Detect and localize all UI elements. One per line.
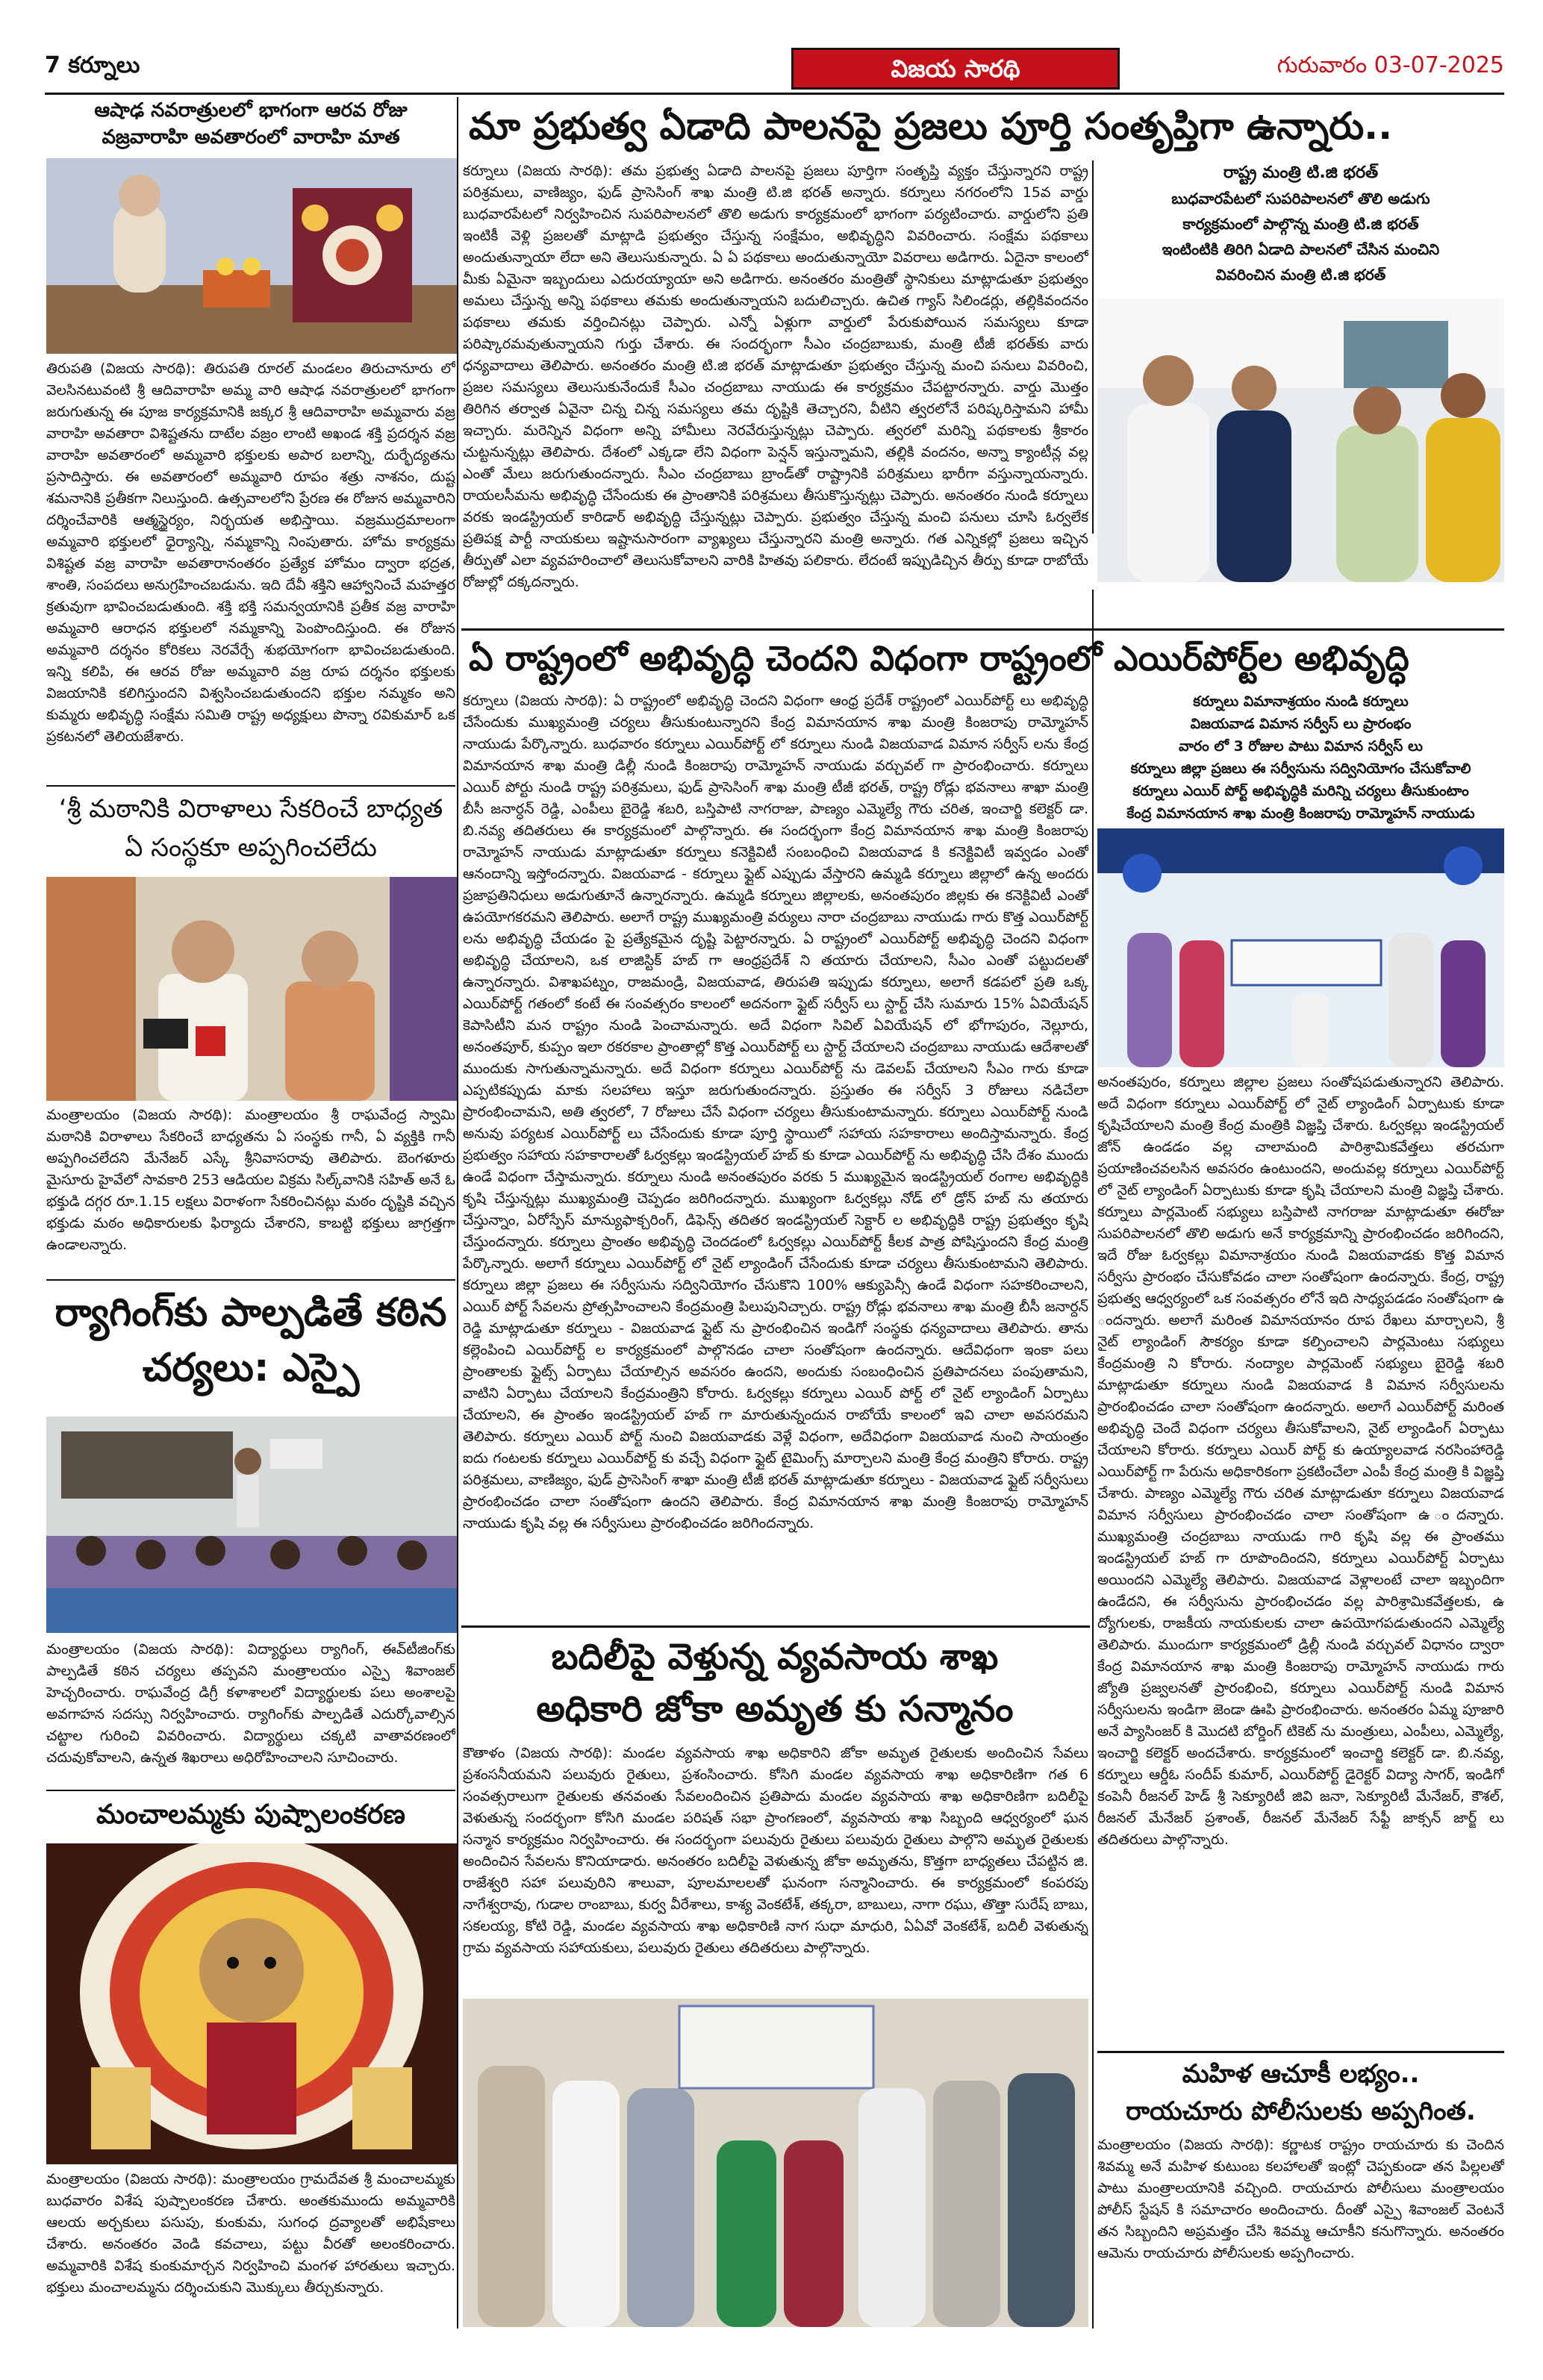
manchalamma-body: మంత్రాలయం (విజయ సారథి): మంత్రాలయం గ్రామదేవత శ్రీ మంచాలమ్మకు బుధవారం విశేష పుష్పాలంకరణ చేశారు. అంతకుముందు అమ్మవారికి ఆలయ అర్చకులు పసుపు, కుంకుమ, సుగంధ ద్రవ్యాలతో అభిషేకాలు చేశారు. అనంతరం వెండి కవచాలు, పట్టు వీరతో అలంకరించారు. అమ్మవారికి విశేష కుంకుమార్చన నిర్వహించి మంగళ హారతులు ఇచ్చారు. భక్తులు మంచాలమ్మను దర్శించుకుని మొక్కులు తీర్చుకున్నారు.	[46, 2171, 455, 2296]
classroom-photo	[46, 1417, 457, 1633]
press-meet-illustration	[46, 877, 457, 1101]
airport-sub-2: విజయవాడ విమాన సర్వీస్ లు ప్రారంభం	[1190, 716, 1412, 732]
issue-date: గురువారం 03-07-2025	[1277, 52, 1504, 78]
transfer-headline-2: అధికారి జోకా అమృత కు సన్మానం	[536, 1688, 1014, 1730]
govt-body: కర్నూలు (విజయ సారథి): తమ ప్రభుత్వ ఏడాది పాలనపై ప్రజలు పూర్తిగా సంతృప్తి వ్యక్తం చేస్తున్నారని రాష్ట్ర పరిశ్రమలు, వాణిజ్యం, ఫుడ్ ప్రాసెసింగ్ శాఖ మంత్రి టి.జి భరత్ అన్నారు. కర్నూలు నగరంలోని 15వ వార్డు బుధవారపేటలో నిర్వహించిన సుపరిపాలనలో తొలి అడుగు కార్యక్రమంలో భాగంగా పర్యటించారు. వార్డులోని ప్రతి ఇంటికీ వెళ్లి ప్రజలతో మాట్లాడి ప్రభుత్వం చేస్తున్న సంక్షేమం, అభివృద్ధిని వివరించారు. సంక్షేమ పథకాలు అందుతున్నాయా లేదా అని తెలుసుకున్నారు. ఏ ఏ పథకాలు అందుతున్నాయో వివరాలు అడిగారు. ఏదైనా కాలంలో మీకు ఏమైనా ఇబ్బందులు ఎదురయ్యాయా అని అడిగారు. అనంతరం మంత్రితో స్థానికులు మాట్లాడుతూ ప్రభుత్వం అమలు చేస్తున్న అన్ని పథకాలు తమకు అందుతున్నాయని బదులిచ్చారు. ఉచిత గ్యాస్ సిలిండర్లు, తల్లికివందనం పథకాలు తమకు వర్తించినట్లు చెప్పారు. ఎన్నో ఏళ్లుగా వార్డులో పేరుకుపోయిన సమస్యలు కూడా పరిష్కారమవుతున్నాయని గుర్తు చేశారు. ఈ సందర్భంగా సీఎం చంద్రబాబుకు, మంత్రి టీజీ భరత్‌కు వారు ధన్యవాదాలు తెలిపారు. అనంతరం మంత్రి టి.జి భరత్ మాట్లాడుతూ ప్రభుత్వం చేస్తున్న మంచి పనులు వివరించి, ప్రజల సమస్యలు తెలుసుకునేందుకే సీఎం చంద్రబాబు నాయుడు ఈ కార్యక్రమం చేపట్టారన్నారు. వార్డు మొత్తం తిరిగిన తర్వాత ఏవైనా చిన్న చిన్న సమస్యలు తమ దృష్టికి తెచ్చారని, వీటిని త్వరలోనే పరిష్కరిస్తామని హామీ ఇచ్చారు. మరెన్నిన విధంగా అన్ని హామీలు నెరవేరుస్తున్నట్లు చెప్పారు. త్వరలో మరిన్ని పథకాలకు శ్రీకారం చుట్టనున్నట్లు తెలిపారు. దేశంలో ఎక్కడా లేని విధంగా పెన్షన్ ఇస్తున్నామని, తల్లికి వందనం, అన్నా క్యాంటీన్ల వల్ల ఎంతో మేలు జరుగుతుందన్నారు. సీఎం చంద్రబాబు బ్రాండ్‌తో రాష్ట్రానికి పరిశ్రమలు భారీగా వస్తున్నాయన్నారు. రాయలసీమను అభివృద్ధి చేసేందుకు ఈ ప్రాంతానికి పరిశ్రమలు తీసుకొస్తున్నట్లు చెప్పారు. అనంతరం నుండి కర్నూలు వరకు ఇండస్ట్రియల్ కారిడార్ అభివృద్ధి చేస్తున్నట్లు చెప్పారు. ప్రభుత్వం చేస్తున్న మంచి పనులు చూసి ఓర్వలేక ప్రతిపక్ష పార్టీ నాయకులు ఇష్టానుసారంగా వ్యాఖ్యలు చేస్తున్నారని మంత్రి అన్నారు. గత ఎన్నికల్లో ప్రజలు ఇచ్చిన తీర్పుతో ఎలా వ్యవహరించాలో తెలుసుకోవాలని వారికి హితవు పలికారు. లేదంటే ఇప్పుడిచ్చిన తీర్పు కూడా రాబోయే రోజుల్లో దక్కదన్నారు.	[463, 163, 1088, 590]
goddess-illustration	[46, 1843, 457, 2164]
transfer-body: కౌతాళం (విజయ సారథి): మండల వ్యవసాయ శాఖ అధికారిని జోకా అమృత రైతులకు అందించిన సేవలు ప్రశంసనీయమని పలువురు రైతులు, ప్రశంసించారు. కోసిగి మండల వ్యవసాయ శాఖ అధికారిణిగా గత 6 సంవత్సరాలుగా రైతులకు తనవంతు సేవలందించిన ప్రతిపాదు మండల వ్యవసాయ శాఖ అధికారిణిగా బదిలీపై వెళుతున్న సందర్భంగా కోసిగి మండల పరిషత్ సభా ప్రాంగణంలో, వ్యవసాయ శాఖ సిబ్బంది ఆధ్వర్యంలో ఘన సన్మాన కార్యక్రమం నిర్వహించారు. ఈ సందర్భంగా పలువురు రైతులు పలువురు రైతులు పాల్గొని అమృత రైతులకు అందించిన సేవలను కొనియాడారు. అనంతరం బదిలీపై వెళుతున్న జోకా అమృతను, కొత్తగా బాధ్యతలు చేపట్టిన జి. రాజేశ్వరి సహా పలువురిని శాలువా, పూలమాలలతో ఘనంగా సన్మానించారు. ఈ కార్యక్రమంలో కంపరపు నాగేశ్వరావు, గుడాల రాంబాబు, కుర్వ వీరేశాలు, కాశ్య వెంకటేశ్, తక్కరా, బాబులు, నాగా రఘు, తొత్తా సురేష్ బాబు, సకలయ్య, కోటి రెడ్డి, మండల వ్యవసాయ శాఖ అధికారిణి నాగ సుధా మాధురి, ఏఏవో వెంకటేశ్, బదిలీ వెళుతున్న గ్రామ వ్యవసాయ సహాయకులు, పలువురు రైతులు తదితరులు పాల్గొన్నారు.	[463, 1745, 1088, 1956]
airport-sub-3: వారం లో 3 రోజుల పాటు విమాన సర్వీస్ లు	[1179, 738, 1423, 755]
math-body: మంత్రాలయం (విజయ సారథి): మంత్రాలయం శ్రీ రాఘవేంద్ర స్వామి మఠానికి విరాళాలు సేకరించే బాధ్యతను ఏ సంస్థకు గానీ, ఏ వ్యక్తికి గానీ అప్పగించలేదని మేనేజర్ ఎస్కే శ్రీనివాసరావు తెలిపారు. బెంగళూరు మైసూరు హైవేలో సావకారి 253 ఆడియల విక్రమ సిల్క్‌వానికి సహిత్ అనే ఓ భక్తుడి దగ్గర రూ.1.15 లక్షలు విరాళంగా సేకరించినట్లు మఠం దృష్టికి వచ్చిన భక్తుడు మఠం అధికారులకు ఫిర్యాదు చేశారని, కాబట్టి భక్తులు జాగ్రత్తగా ఉండాలన్నారు.	[46, 1107, 455, 1253]
airport-sub-6: కేంద్ర విమానయాన శాఖ మంత్రి కింజరాపు రామ్మోహన్ నాయుడు	[1126, 805, 1475, 822]
varahi-body: తిరుపతి (విజయ సారథి): తిరుపతి రూరల్ మండలం తిరుచానూరు లో వెలసినటువంటి శ్రీ ఆదివారాహి అమ్మ వారి ఆషాఢ నవరాత్రులలో భాగంగా జరుగుతున్న ఈ పూజ కార్యక్రమానికి జక్కర శ్రీ ఆదివారాహి అమ్మవారు వజ్ర వారాహి అవతారా విశిష్టతను దాటేల వజ్రం లాంటి అఖండ శక్తి ప్రదర్శన వజ్ర వారాహి అవతారంలో అమ్మవారి భక్తులకు అపార బలాన్ని, దుర్భేద్యతను ప్రసాదిస్తారు. ఈ అవతారంలో అమ్మవారి రూపం శత్రు నాశనం, దుష్ట శమనానికి ప్రతీకగా నిలుస్తుంది. ఉత్సవాలలోని ప్రేరణ ఈ రోజున అమ్మవారిని దర్శించేవారికి ఆత్మస్థైర్యం, నిర్భయత అభిస్తాయి. వజ్రముద్రమాలంగా అమ్మవారి భక్తులలో ధైర్యాన్ని, నమ్మకాన్ని నింపుతారు. హోమ కార్యక్రమ విశిష్టత వజ్ర వారాహి అవతారానంతరం ప్రత్యేక హోమం ద్వారా భద్రత, శాంతి, సంపదలు అనుగ్రహించబడును. ఇది దేవీ శక్తిని ఆహ్వానించే మహత్తర క్రతువుగా భావించబడుతుంది. శక్తి భక్తి సమన్వయానికి ప్రతీక వజ్ర వారాహి అమ్మవారి ఆరాధన భక్తులలో నమ్మకాన్ని పెంపొందిస్తుంది. ఈ రోజున అమ్మవారి దర్శనం కోరికలు నెరవేర్చే శుభయోగంగా భావించబడుతుంది. ఇన్ని కలిపి, ఈ ఆరవ రోజు అమ్మవారి వజ్ర రూప దర్శనం భక్తులకు విజయానికి కలిగిస్తుందని విశ్వసించబడుతుందని భక్తుల నమ్మకం అని కుమ్మరు అభివృద్ధి సంక్షేమ సమితి రాష్ట్ర అధ్యక్షులు పొన్నా రవికుమార్ ఒక ప్రకటనలో తెలియజేశారు.	[46, 360, 455, 745]
paper-name: విజయ సారథి	[891, 54, 1020, 83]
column-rule-right	[1092, 590, 1094, 2329]
varahi-headline-2: వజ్రవారాహి అవతారంలో వారాహి మాత	[102, 126, 400, 149]
math-rule	[46, 1279, 455, 1281]
ragging-body: మంత్రాలయం (విజయ సారథి): విద్యార్థులు ర్యాగింగ్, ఈవ్‌టీజింగ్‌కు పాల్పడితే కఠిన చర్యలు తప్పవని మంత్రాలయం ఎస్పై శివాంజల్ హెచ్చరించారు. రాఘవేంద్ర డిగ్రీ కళాశాలలో విద్యార్థులకు పలు అంశాలపై అవగాహన సదస్సు నిర్వహించారు. ర్యాగింగ్‌కు పాల్పడితే ఎదుర్కోవాల్సిన చట్టాల గురించి వివరించారు. విద్యార్థులు చక్కటి వాతావరణంలో చదువుకోవాలని, ఉన్నత శిఖరాలు అధిరోహించాలని సూచించారు.	[46, 1641, 455, 1766]
flight-launch-illustration	[1097, 828, 1504, 1067]
classroom-illustration	[46, 1417, 457, 1633]
airport-body-left: కర్నూలు (విజయ సారథి): ఏ రాష్ట్రంలో అభివృద్ధి చెందని విధంగా ఆంధ్ర ప్రదేశ్ రాష్ట్రంలో ఎయిర్‌పోర్ట్ లు అభివృద్ధి చేసేందుకు ముఖ్యమంత్రి చర్యలు తీసుకుంటున్నారని కేంద్ర విమానయాన శాఖ మంత్రి కింజరాపు రామ్మోహన్ నాయుడు పేర్కొన్నారు. బుధవారం కర్నూలు ఎయిర్‌పోర్ట్ లో కర్నూలు నుండి విజయవాడ విమాన సర్వీస్ లను కేంద్ర విమానయాన శాఖ మంత్రి డిల్లీ నుండి కింజరాపు రామ్మోహన్ నాయుడు వర్చువల్ గా ప్రారంభించారు. కర్నూలు ఎయిర్ పోర్టు నుండి రాష్ట్ర పరిశ్రమలు, ఫుడ్ ప్రాసెసింగ్ శాఖ మంత్రి టీజీ భరత్, రాష్ట్ర రోడ్లు భవనాలు శాఖా మంత్రి బీసీ జనార్ధన్ రెడ్డి, ఎంపీలు బైరెడ్డి శబరి, బస్తిపాటి నాగరాజు, పాణ్యం ఎమ్మెల్యే గౌరు చరిత, ఇంచార్జి కలెక్టర్ డా. బి.నవ్య తదితరులు ఈ కార్యక్రమంలో పాల్గొన్నారు. ఈ సందర్భంగా కేంద్ర విమానయాన శాఖ మంత్రి కింజరాపు రామ్మోహన్ నాయుడు మాట్లాడుతూ కర్నూలు కనెక్టివిటీ సంబంధించి విజయవాడ కి కనెక్టివిటీ ఇవ్వడం ఎంతో ఆనందాన్ని ఇస్తోందన్నారు. విజయవాడ - కర్నూలు ఫ్లైట్ ఎప్పుడు వేస్తారని ఉమ్మడి కర్నూలు జిల్లాలో ఉన్న అందరు ప్రజాప్రతినిధులు అడుగుతూనే ఉన్నారన్నారు. ఉమ్మడి కర్నూలు జిల్లాలకు, అనంతపురం జిల్లకు ఈ కనెక్టివిటీ ఎంతో ఉపయోగకరమని తెలిపారు. అలాగే రాష్ట్ర ముఖ్యమంత్రి వర్యులు నారా చంద్రబాబు నాయుడు గారు కొత్త ఎయిర్‌పోర్ట్ లను అభివృద్ధి చేయడం పై ప్రత్యేకమైన దృష్టి పెట్టారన్నారు. ఏ రాష్ట్రంలో ఎయిర్‌పోర్ట్ అభివృద్ధి చెందని విధంగా అభివృద్ధి చేయాలని, ఒక లాజిస్టిక్ హబ్ గా ఆంధ్రప్రదేశ్ ని తయారు చేయాలని, సీఎం ఎంతో పట్టుదలతో ఉన్నారన్నారు. విశాఖపట్నం, రాజమండ్రి, విజయవాడ, తిరుపతి ఇప్పుడు కర్నూలు, అలాగే కడపలో ప్రతి ఒక్క ఎయిర్‌పోర్ట్ గతంలో కంటే ఈ సంవత్సరం కాలంలో అదనంగా ఫ్లైట్ సర్వీస్ లు స్టార్ట్ చేసి సుమారు 15% ఏవియేషన్ కెపాసిటీని మన రాష్ట్రం నుండి పెంచామన్నారు. అదే విధంగా సివిల్ ఏవియేషన్ లో భోగాపురం, నెల్లూరు, అనంతపూర్, కుప్పం ఇలా రకరకాల ప్రాంతాల్లో కొత్త ఎయిర్‌పోర్ట్ లు స్టార్ట్ చేయాలని చంద్రబాబు నాయుడు ఆదేశాలతో ముందుకు సాగుతున్నామన్నారు. అదే విధంగా కర్నూలు ఎయిర్‌పోర్ట్ ను డెవలప్ చేయాలని సీఎం గారు కూడా ఎప్పటికప్పుడు మాకు సలహాలు ఇస్తూ జరుగుతుందన్నారు. ప్రస్తుతం ఈ సర్వీస్ 3 రోజులు నడిచేలా ప్రారంభించామని, అతి త్వరలో, 7 రోజులు చేసే విధంగా చర్యలు తీసుకుంటామన్నారు. కర్నూలు ఎయిర్‌పోర్ట్ నుండి అనువు పర్యటక ఎయిర్‌పోర్ట్ లు చేసేందుకు కూడా పూర్తి స్థాయిలో సహాయ సహకారాలు అందిస్తామన్నారు. కేంద్ర ప్రభుత్వం సహాయ సహకారాలతో ఓర్వకల్లు ఇండస్ట్రియల్ హబ్ కు కూడా ఎయిర్‌పోర్ట్ ను అభివృద్ధి చేసి దేశం ముందు ఉండే విధంగా చేస్తామన్నారు. కర్నూలు నుండి అనంతపురం వరకు 5 ముఖ్యమైన ఇండస్ట్రియల్ రంగాల అభివృద్ధికి కృషి చేస్తున్నట్లు ముఖ్యమంత్రి చెప్పడం జరిగిందన్నారు. ముఖ్యంగా ఓర్వకల్లు నోడ్ లో డ్రోన్ హబ్ ను తయారు చేస్తున్నాం, ఏరోస్పేస్ మాన్యుఫాక్చరింగ్, డిఫెన్స్ తదితర ఇండస్ట్రియల్ సెక్టార్ ల అభివృద్ధికి రాష్ట్ర ప్రభుత్వం కృషి చేస్తుందన్నారు. కర్నూలు ప్రాంతం అభివృద్ధి చెందడంలో ఓర్వకల్లు ఎయిర్‌పోర్ట్ కీలక పాత్ర పోషిస్తుందని కేంద్ర మంత్రి పేర్కొన్నారు. అలాగే కర్నూలు ఎయిర్‌పోర్ట్ లో నైట్ ల్యాండింగ్ చేసేందుకు కూడా చర్యలు తీసుకుంటామని తెలిపారు. కర్నూలు జిల్లా ప్రజలు ఈ సర్వీసును సద్వినియోగం చేసుకొని 100% ఆక్యుపెన్సీ ఉండే విధంగా సహకరించాలని, ఎయిర్ పోర్ట్ సేవలను ప్రోత్సహించాలని కేంద్రమంత్రి పిలుపునిచ్చారు. రాష్ట్ర రోడ్లు భవనాలు శాఖ మంత్రి బీసీ జనార్దన్ రెడ్డి మాట్లాడుతూ కర్నూలు - విజయవాడ ఫ్లైట్ ను ప్రారంభించిన ఇండిగో సంస్థకు ధన్యవాదాలు తెలిపారు. తాను కల్లెంపించి ఎయిర్‌పోర్ట్ ల కార్యక్రమంలో పాల్గొనడం చాలా సంతోషంగా ఉందన్నారు. ఆదేవిధంగా ఇంకా పలు ప్రాంతాలకు ఫ్లైట్స్ ఏర్పాటు చేయాల్సిన అవసరం ఉందని, అందుకు సంబంధించిన ప్రతిపాదనలు పంపుతామని, వాటిని ఏర్పాటు చేయాలని కేంద్రమంత్రిని కోరారు. ఓర్వకల్లు కర్నూలు ఎయిర్ పోర్ట్ లో నైట్ ల్యాండింగ్ ఏర్పాటు చేయాలని, ఈ ప్రాంతం ఇండస్ట్రియల్ హబ్ గా మారుతున్నందున రాబోయే కాలంలో ఇవి చాలా అవసరమని తెలిపారు. కర్నూలు ఎయిర్ పోర్ట్ నుంచి విజయవాడకు వెళ్లే విధంగా, అదేవిధంగా విజయవాడ నుంచి సాయంత్రం ఐదు గంటలకు కర్నూలు ఎయిర్‌పోర్ట్ కు వచ్చే విధంగా ఫ్లైట్ టైమింగ్స్ మార్చాలని మంత్రి కేంద్ర మంత్రిని కోరారు. రాష్ట్ర పరిశ్రమలు, వాణిజ్యం, ఫుడ్ ప్రాసెసింగ్ శాఖా మంత్రి టీజీ భరత్ మాట్లాడుతూ కర్నూలు - విజయవాడ ఫ్లైట్ సర్వీసులు ప్రారంభించడం చాలా సంతోషంగా ఉందని తెలిపారు. కేంద్ర విమానయాన శాఖ మంత్రి కింజరాపు రామ్మోహన్ నాయుడు కృషి వల్ల ఈ సర్వీసులు ప్రారంభించడం జరిగిందన్నారు.	[463, 693, 1088, 1531]
missing-body: మంత్రాలయం (విజయ సారథి): కర్ణాటక రాష్ట్రం రాయచూరు కు చెందిన శివమ్మ అనే మహిళ కుటుంబ కలహాలతో ఇంట్లో చెప్పకుండా తన పిల్లలతో పాటు మంత్రాలయానికి వచ్చింది. రాయచూరు పోలీసులు మంత్రాలయం పోలీస్ స్టేషన్ కి సమాచారం అందించారు. దీంతో ఎస్పై శివాంజల్ వెంటనే తన సిబ్బందిని అప్రమత్తం చేసి శివమ్మ ఆచూకీని కనుగొన్నారు. అనంతరం ఆమెను రాయచూరు పోలీసులకు అప్పగించారు.	[1097, 2137, 1504, 2261]
felicitation-photo	[463, 1999, 1088, 2327]
airport-headline: ఏ రాష్ట్రంలో అభివృద్ధి చెందని విధంగా రాష్ట్రంలో ఎయిర్‌పోర్ట్‌ల అభివృద్ధి	[469, 638, 1409, 678]
ragging-rule	[46, 1790, 455, 1791]
manchalamma-headline: మంచాలమ్మకు పుష్పాలంకరణ	[96, 1799, 405, 1830]
missing-headline-2: రాయచూరు పోలీసులకు అప్పగింత.	[1126, 2096, 1476, 2126]
airport-subheads	[1097, 690, 1504, 825]
airport-sub-1: కర్నూలు విమానాశ్రయం నుండి కర్నూలు	[1193, 693, 1409, 710]
govt-headline: మా ప్రభుత్వ ఏడాది పాలనపై ప్రజలు పూర్తి సంతృప్తిగా ఉన్నారు..	[469, 104, 1393, 148]
shrine-photo-illustration	[46, 158, 457, 354]
column-rule-left	[457, 97, 458, 2329]
missing-headline-1: మహిళ ఆచూకీ లభ్యం..	[1182, 2059, 1420, 2089]
transfer-headline-1: బదిలీపై వెళ్తున్న వ్యవసాయ శాఖ	[551, 1636, 999, 1678]
masthead	[45, 48, 1504, 90]
flight-launch-photo	[1097, 828, 1504, 1067]
govt-sub-1: రాష్ట్ర మంత్రి టి.జి భరత్	[1223, 163, 1379, 182]
page-label: 7 కర్నూలు	[45, 52, 140, 78]
airport-sub-4: కర్నూలు జిల్లా ప్రజలు ఈ సర్వీసును సద్వినియోగం చేసుకోవాలి	[1130, 760, 1471, 777]
goddess-alankaram-photo	[46, 1843, 457, 2164]
math-headline: ‘శ్రీ మఠానికి విరాళాలు సేకరించే బాధ్యత ఏ సంస్థకూ అప్పగించలేదు	[58, 794, 443, 863]
varahi-rule	[46, 785, 455, 787]
govt-sub-2: బుధవారపేటలో సుపరిపాలనలో తొలి అడుగు	[1171, 190, 1430, 207]
govt-rule	[461, 628, 1504, 631]
ragging-headline: ర్యాగింగ్‌కు పాల్పడితే కఠిన చర్యలు: ఎస్పై	[54, 1290, 447, 1390]
airport-rule	[461, 1625, 1090, 1628]
govt-sub-5: వివరించిన మంత్రి టి.జి భరత్	[1215, 266, 1386, 284]
felicitation-illustration	[463, 1999, 1088, 2327]
minister-visit-illustration	[1097, 299, 1504, 582]
paper-name-banner	[791, 48, 1120, 90]
masthead-rule	[45, 93, 1504, 95]
govt-sub-4: ఇంటింటికి తిరిగి ఏడాది పాలనలో చేసిన మంచిని	[1162, 240, 1440, 258]
minister-visit-photo	[1097, 299, 1504, 582]
govt-sub-3: కార్యక్రమంలో పాల్గొన్న మంత్రి టి.జి భరత్	[1182, 215, 1419, 233]
airport-body-right: అనంతపురం, కర్నూలు జిల్లాల ప్రజలు సంతోషపడుతున్నారని తెలిపారు. అదే విధంగా కర్నూలు ఎయిర్‌పోర్ట్ లో నైట్ ల్యాండింగ్ ఏర్పాటుకు కూడా కృషిచేయాలని మంత్రి కేంద్ర మంత్రికి విజ్ఞప్తి చేశారు. ఓర్వకల్లు ఇండస్ట్రియల్ జోన్ ఉండడం వల్ల చాలామంది పారిశ్రామికవేత్తలు తరచుగా ప్రయాణించవలసిన అవసరం ఉంటుందని, అందువల్ల కర్నూలు ఎయిర్‌పోర్ట్ లో నైట్ ల్యాండింగ్ ఏర్పాటుకు కూడా కృషి చేయాలని మంత్రి విజ్ఞప్తి చేశారు. కర్నూలు పార్లమెంట్ సభ్యులు బస్తిపాటి నాగరాజు మాట్లాడుతూ ఈరోజు సుపరిపాలనలో తొలి అడుగు అనే కార్యక్రమాన్ని ప్రారంభించడం జరిగిందని, ఇదే రోజు ఓర్వకల్లు విమానాశ్రయం నుండి విజయవాడకు కొత్త విమాన సర్వీసు ప్రారంభం చేసుకోవడం చాలా సంతోషంగా ఉందన్నారు. కేంద్ర, రాష్ట్ర ప్రభుత్వ ఆధ్వర్యంలో ఒక సంవత్సరం లోనే ఇది సాధ్యపడడం సంతోషంగా ఉ ందన్నారు. అలాగే మరింత విమానయానం రూప రేఖలు మార్చాలని, శ్రీ నైట్ ల్యాండింగ్ సౌకర్యం కూడా కల్పించాలని పార్లమెంటు సభ్యులు కేంద్రమంత్రి ని కోరారు. నంద్యాల పార్లమెంట్ సభ్యులు బైరెడ్డి శబరి మాట్లాడుతూ కర్నూలు నుండి విజయవాడ కి విమాన సర్వీసులను ప్రారంభించడం చాలా సంతోషంగా ఉందన్నారు. అలాగే ఎయిర్‌పోర్ట్ మరింత అభివృద్ధి చెందే విధంగా చర్యలు తీసుకోవాలని, నైట్ ల్యాండింగ్ ఏర్పాటు చేయాలని కోరారు. కర్నూలు ఎయిర్ పోర్ట్ కు ఉయ్యాలవాడ నరసింహారెడ్డి ఎయిర్‌పోర్ట్ గా పేరును అధికారికంగా ప్రకటించేలా ఎంపీ కేంద్ర మంత్రి కి విజ్ఞప్తి చేశారు. పాణ్యం ఎమ్మెల్యే గౌరు చరిత మాట్లాడుతూ కర్నూలు విజయవాడ విమాన సర్వీసులు ప్రారంభించడం చాలా సంతోషంగా ఉ ందన్నారు. ముఖ్యమంత్రి చంద్రబాబు నాయుడు గారి కృషి వల్ల ఈ ప్రాంతము ఇండస్ట్రియల్ హబ్ గా రూపొందిందని, కర్నూలు ఎయిర్‌పోర్ట్ ఏర్పాటు అయిందని ఎమ్మెల్యే తెలిపారు. విజయవాడ వెళ్లాలంటే చాలా ఇబ్బందిగా ఉండేదని, ఈ సర్వీసును ప్రారంభించడం వల్ల పారిశ్రామికవేత్తలకు, ఉ ద్యోగులకు, రాజకీయ నాయకులకు చాలా ఉపయోగపడుతుందని ఎమ్మెల్యే తెలిపారు. ముందుగా కార్యక్రమంలో డ్రిల్లీ నుండి వర్చువల్ విధానం ద్వారా కేంద్ర విమానయాన శాఖ మంత్రి కింజరాపు రామ్మోహన్ నాయుడు గారు జ్యోతి ప్రజ్వలనతో ప్రారంభించి, కర్నూలు ఎయిర్‌పోర్ట్ నుండి విమాన సర్వీసులను ఇండిగా జెండా ఊపి ప్రారంభించారు. అనంతరం ఏమ్మ పూజారి అనే ప్యాసింజర్ కి మొదటి బోర్డింగ్ టికెట్ ను మంత్రులు, ఎంపీలు, ఎమ్మెల్యే, ఇంచార్జి కలెక్టర్ అందచేశారు. కార్యక్రమంలో ఇంచార్జి కలెక్టర్ డా. బి.నవ్య, కర్నూలు ఆర్డీఓ సందీప్ కుమార్, ఎయిర్‌పోర్ట్ డైరెక్టర్ విద్యా సాగర్, ఇండిగో కంపెనీ రీజనల్ హెడ్ శ్రీ సెక్యూరిటీ జివి జనా, సెక్యూరిటీ మేనేజర్, కౌశల్, రీజనల్ మేనేజర్ ప్రశాంత్, రీజనల్ మేనేజర్ సేఫ్టీ జాక్సన్ జార్జ్ లు తదితరులు పాల్గొన్నారు.	[1097, 1074, 1504, 1848]
press-meet-photo	[46, 877, 457, 1101]
column-rule-right-top	[1092, 160, 1094, 534]
airport-sub-5: కర్నూలు ఎయిర్ పోర్ట్ అభివృద్ధికి మరిన్ని చర్యలు తీసుకుంటాం	[1132, 783, 1469, 799]
missing-rule	[1097, 2051, 1504, 2053]
shrine-photo	[46, 158, 457, 354]
govt-subheads	[1097, 160, 1504, 287]
varahi-headline-1: ఆషాఢ నవరాత్రులలో భాగంగా ఆరవ రోజు	[94, 99, 408, 122]
